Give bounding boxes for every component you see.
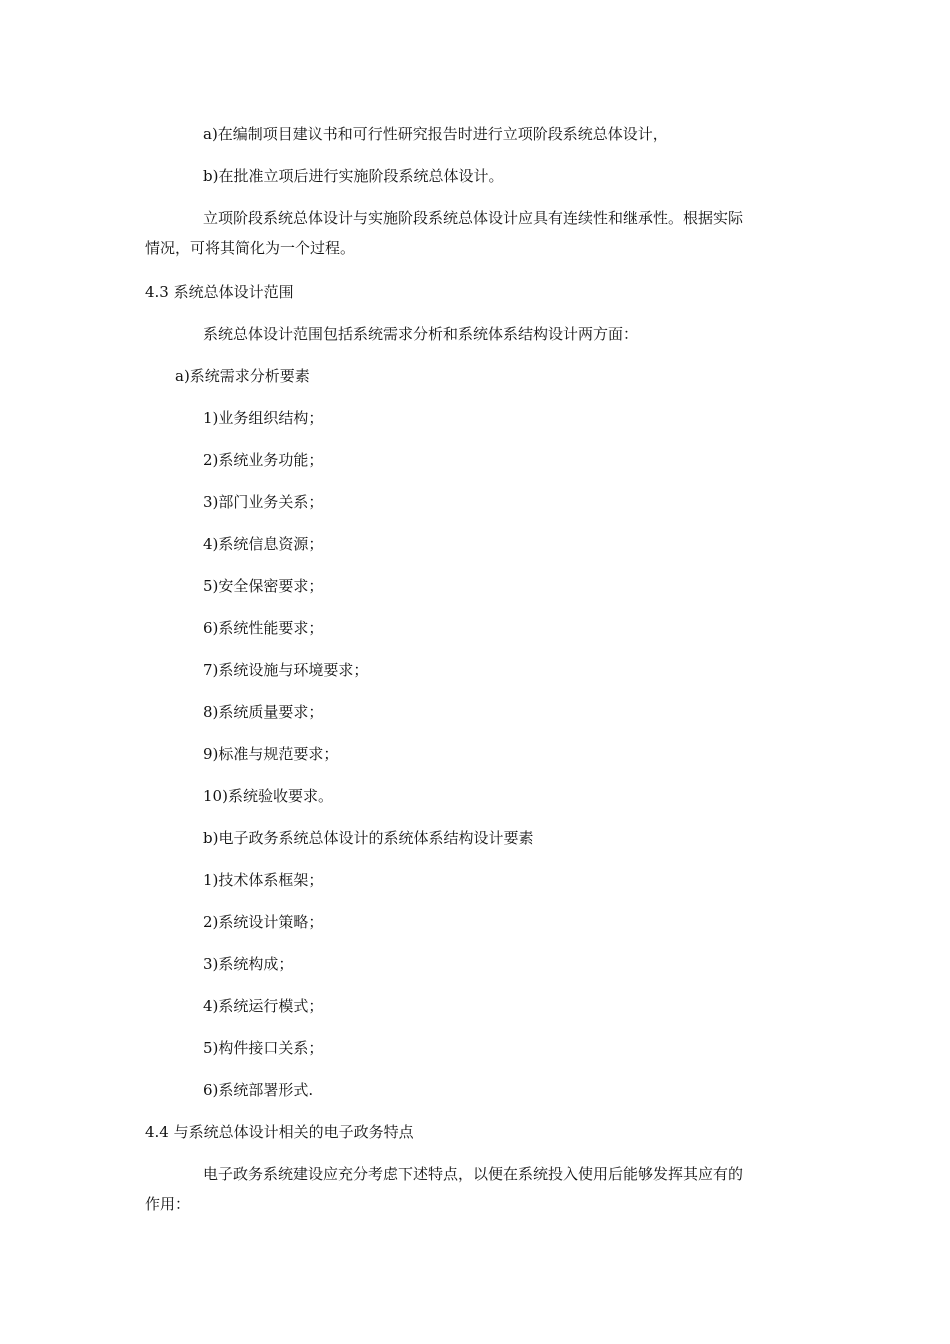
list-item: 8)系统质量要求； — [203, 703, 324, 721]
section-4-3-intro: 系统总体设计范围包括系统需求分析和系统体系结构设计两方面： — [203, 325, 639, 343]
list-item: 6)系统部署形式. — [203, 1081, 314, 1099]
continuity-line-2: 情况，可将其简化为一个过程。 — [145, 239, 356, 257]
phase-b: b)在批准立项后进行实施阶段系统总体设计。 — [203, 167, 504, 185]
list-item: 1)技术体系框架； — [203, 871, 324, 889]
phase-a: a)在编制项目建议书和可行性研究报告时进行立项阶段系统总体设计， — [203, 125, 668, 143]
list-item: 9)标准与规范要求； — [203, 745, 339, 763]
architecture-heading: b)电子政务系统总体设计的系统体系结构设计要素 — [203, 829, 534, 847]
section-4-4-heading: 4.4 与系统总体设计相关的电子政务特点 — [145, 1123, 414, 1141]
list-item: 10)系统验收要求。 — [203, 787, 333, 805]
list-item: 2)系统设计策略； — [203, 913, 324, 931]
list-item: 3)系统构成； — [203, 955, 294, 973]
requirements-heading: a)系统需求分析要素 — [175, 367, 310, 385]
list-item: 7)系统设施与环境要求； — [203, 661, 369, 679]
list-item: 5)构件接口关系； — [203, 1039, 324, 1057]
section-4-4-line-2: 作用： — [145, 1195, 191, 1213]
list-item: 2)系统业务功能； — [203, 451, 324, 469]
continuity-line-1: 立项阶段系统总体设计与实施阶段系统总体设计应具有连续性和继承性。根据实际 — [203, 209, 744, 227]
list-item: 1)业务组织结构； — [203, 409, 324, 427]
list-item: 3)部门业务关系； — [203, 493, 324, 511]
section-4-4-line-1: 电子政务系统建设应充分考虑下述特点，以便在系统投入使用后能够发挥其应有的 — [203, 1165, 744, 1183]
section-4-3-heading: 4.3 系统总体设计范围 — [145, 283, 294, 301]
list-item: 6)系统性能要求； — [203, 619, 324, 637]
list-item: 4)系统信息资源； — [203, 535, 324, 553]
list-item: 4)系统运行模式； — [203, 997, 324, 1015]
list-item: 5)安全保密要求； — [203, 577, 324, 595]
